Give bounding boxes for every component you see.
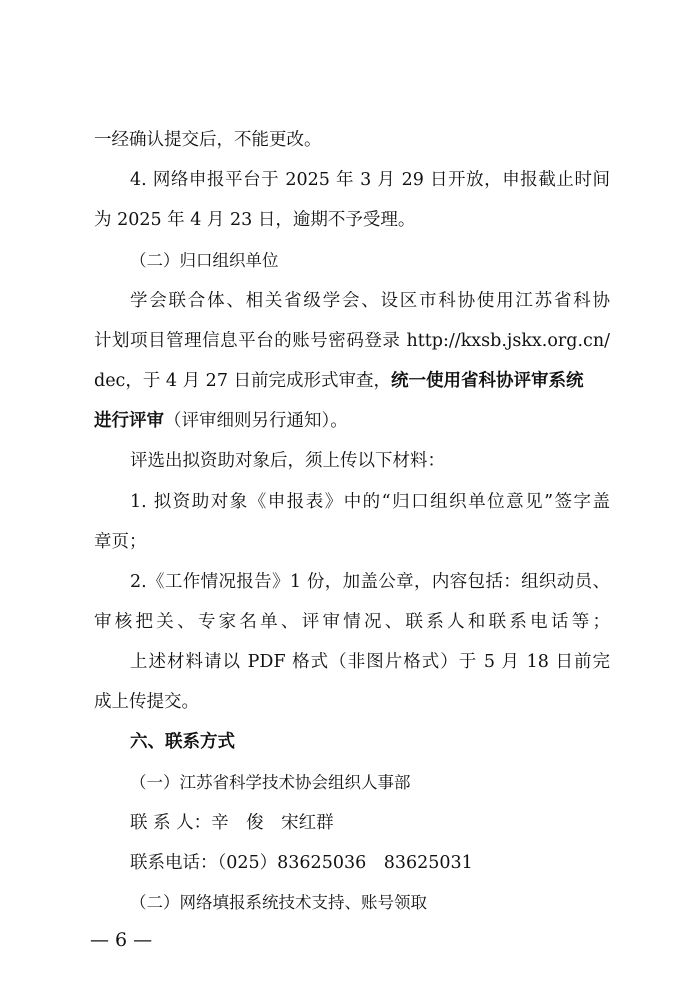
- paragraph-line: 学会联合体、相关省级学会、设区市科协使用江苏省科协: [130, 291, 610, 311]
- text-run: （评审细则另行通知）。: [164, 411, 348, 431]
- paragraph-line: 2.《工作情况报告》1 份，加盖公章，内容包括：组织动员、: [130, 572, 610, 592]
- bold-text-run: 进行评审: [94, 411, 164, 431]
- paragraph-line: 评选出拟资助对象后，须上传以下材料：: [130, 451, 445, 471]
- paragraph-line: 章页；: [94, 532, 147, 552]
- contact-person: 联 系 人：辛 俊 宋红群: [130, 813, 334, 833]
- paragraph-line: 一经确认提交后，不能更改。: [94, 130, 322, 150]
- paragraph-line: 4. 网络申报平台于 2025 年 3 月 29 日开放，申报截止时间: [130, 170, 610, 190]
- subsection-heading: （一）江苏省科学技术协会组织人事部: [130, 773, 411, 792]
- contact-phone: 联系电话：（025）83625036 83625031: [130, 853, 473, 873]
- bold-text-run: 统一使用省科协评审系统: [391, 371, 584, 391]
- paragraph-line: 上述材料请以 PDF 格式（非图片格式）于 5 月 18 日前完: [130, 652, 610, 672]
- section-heading: 六、联系方式: [130, 732, 235, 752]
- paragraph-line: 计划项目管理信息平台的账号密码登录 http://kxsb.jskx.org.cn/: [94, 331, 610, 351]
- paragraph-line: [94, 369, 610, 393]
- paragraph-line: 为 2025 年 4 月 23 日，逾期不予受理。: [94, 210, 416, 230]
- paragraph-line: 1. 拟资助对象《申报表》中的“归口组织单位意见”签字盖: [130, 492, 610, 512]
- subsection-heading: （二）网络填报系统技术支持、账号领取: [130, 893, 427, 912]
- page-number: — 6 —: [90, 929, 153, 951]
- text-run: dec，于 4 月 27 日前完成形式审查，: [94, 371, 392, 391]
- paragraph-line: [94, 409, 610, 433]
- section-heading: （二）归口组织单位: [130, 251, 279, 270]
- paragraph-line: 成上传提交。: [94, 692, 199, 712]
- paragraph-line: 审核把关、专家名单、评审情况、联系人和联系电话等；: [94, 612, 610, 632]
